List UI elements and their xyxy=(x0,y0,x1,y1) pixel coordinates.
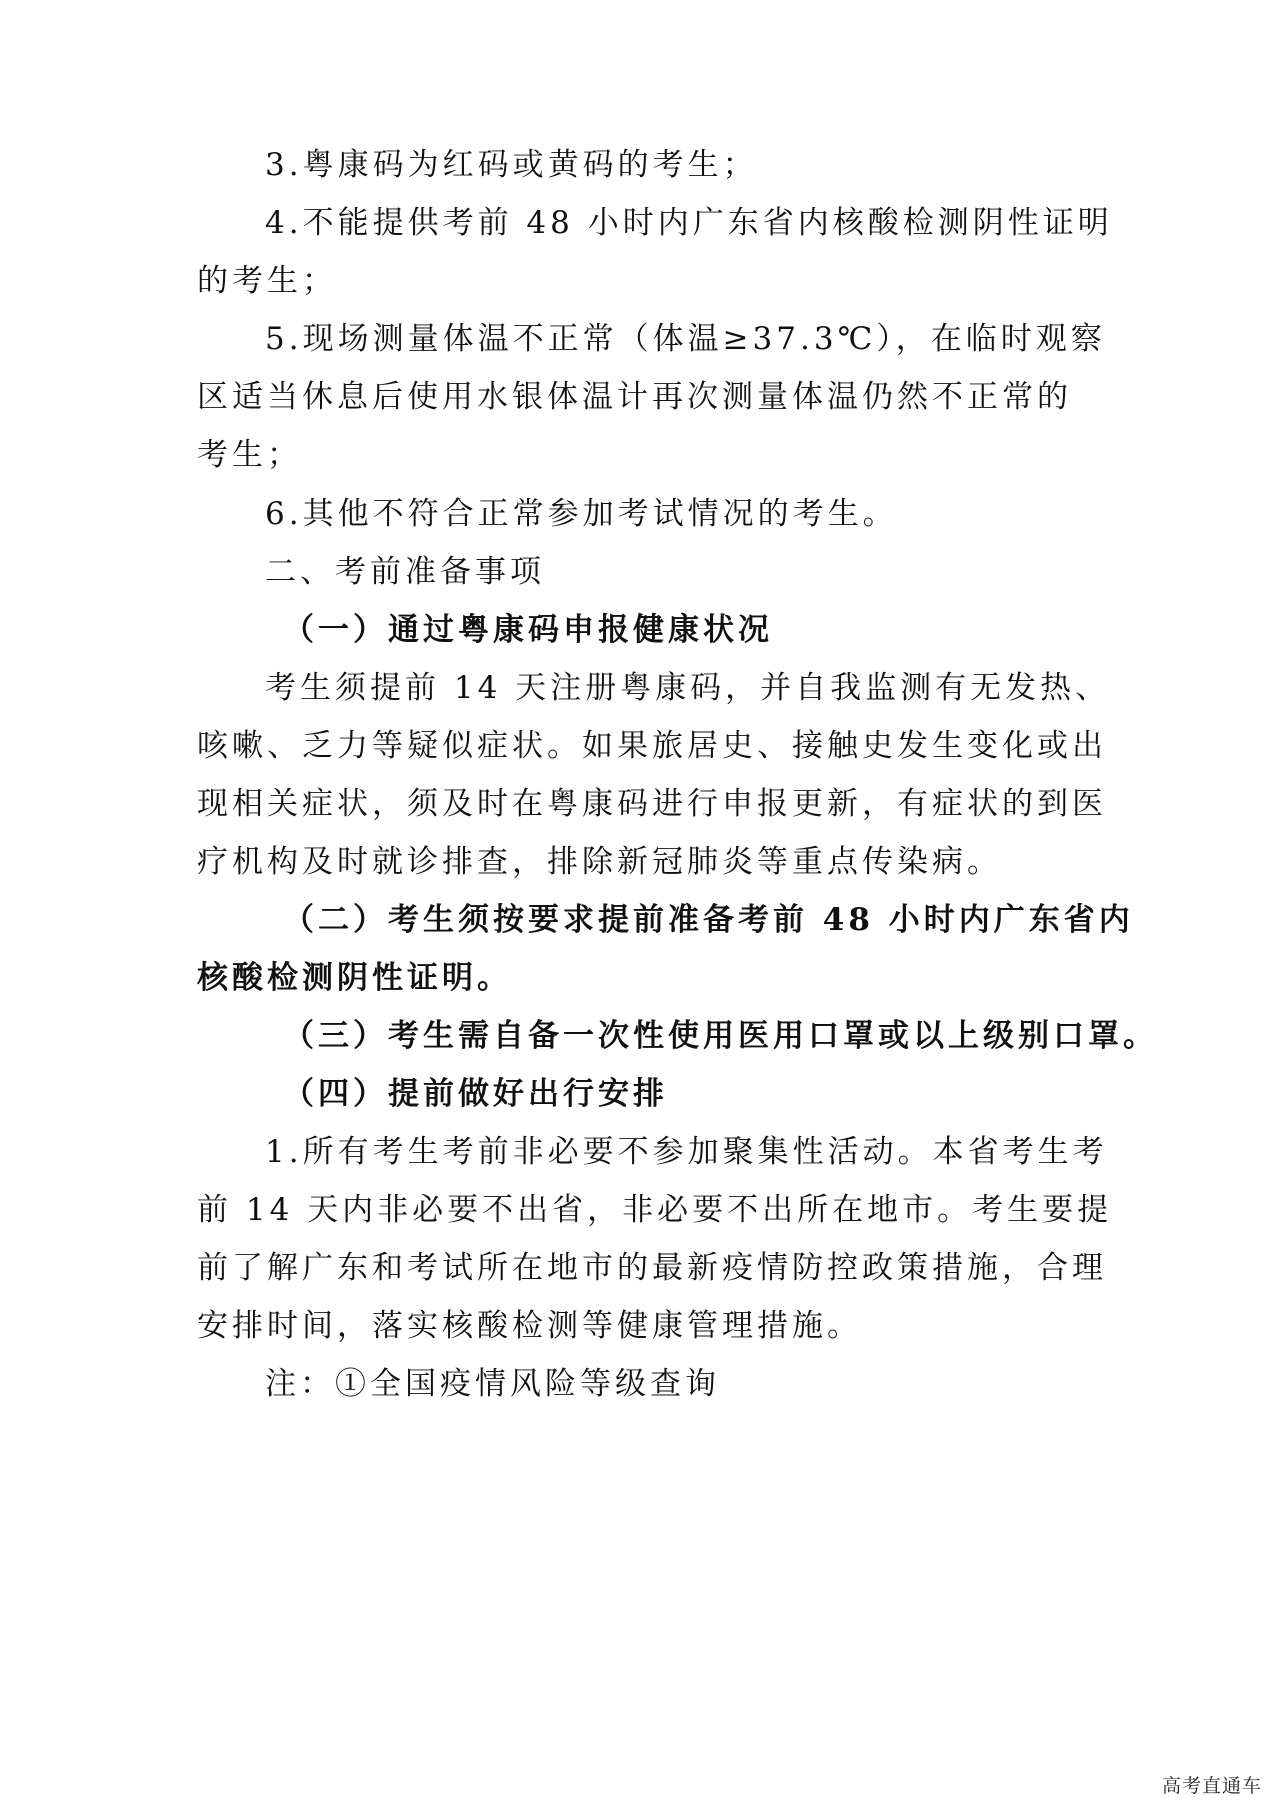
subsection-3-heading: （三）考生需自备一次性使用医用口罩或以上级别口罩。 xyxy=(283,1018,1158,1054)
item-5-text-line2: 区适当休息后使用水银体温计再次测量体温仍然不正常的 xyxy=(197,379,1072,415)
subsection-2-heading-line2: 核酸检测阴性证明。 xyxy=(197,960,512,996)
subsection-4-heading: （四）提前做好出行安排 xyxy=(283,1076,668,1112)
subsection-1-paragraph-line2: 咳嗽、乏力等疑似症状。如果旅居史、接触史发生变化或出 xyxy=(197,728,1107,764)
section-2-heading: 二、考前准备事项 xyxy=(265,554,545,590)
item-6-text: 6.其他不符合正常参加考试情况的考生。 xyxy=(265,496,898,532)
item-3-text: 3.粤康码为红码或黄码的考生； xyxy=(265,147,758,183)
subsection-1-paragraph-line4: 疗机构及时就诊排查，排除新冠肺炎等重点传染病。 xyxy=(197,844,1002,880)
item-4-text-line2: 的考生； xyxy=(197,263,337,299)
item-5-text-line1: 5.现场测量体温不正常（体温≥37.3℃），在临时观察 xyxy=(265,321,1106,357)
subsection-2-heading-line1: （二）考生须按要求提前准备考前 48 小时内广东省内 xyxy=(283,902,1134,938)
subsection-4-item-1-line3: 前了解广东和考试所在地市的最新疫情防控政策措施，合理 xyxy=(197,1250,1107,1286)
subsection-1-heading: （一）通过粤康码申报健康状况 xyxy=(283,612,773,648)
note-line: 注：①全国疫情风险等级查询 xyxy=(265,1366,720,1402)
item-4-text-line1: 4.不能提供考前 48 小时内广东省内核酸检测阴性证明 xyxy=(265,205,1113,241)
item-5-text-line3: 考生； xyxy=(197,437,302,473)
subsection-4-item-1-line1: 1.所有考生考前非必要不参加聚集性活动。本省考生考 xyxy=(265,1134,1108,1170)
subsection-4-item-1-line4: 安排时间，落实核酸检测等健康管理措施。 xyxy=(197,1308,862,1344)
subsection-1-paragraph-line1: 考生须提前 14 天注册粤康码，并自我监测有无发热、 xyxy=(265,670,1111,706)
subsection-1-paragraph-line3: 现相关症状，须及时在粤康码进行申报更新，有症状的到医 xyxy=(197,786,1107,822)
subsection-4-item-1-line2: 前 14 天内非必要不出省，非必要不出所在地市。考生要提 xyxy=(197,1192,1113,1228)
watermark-text: 高考直通车 xyxy=(1161,1775,1262,1797)
